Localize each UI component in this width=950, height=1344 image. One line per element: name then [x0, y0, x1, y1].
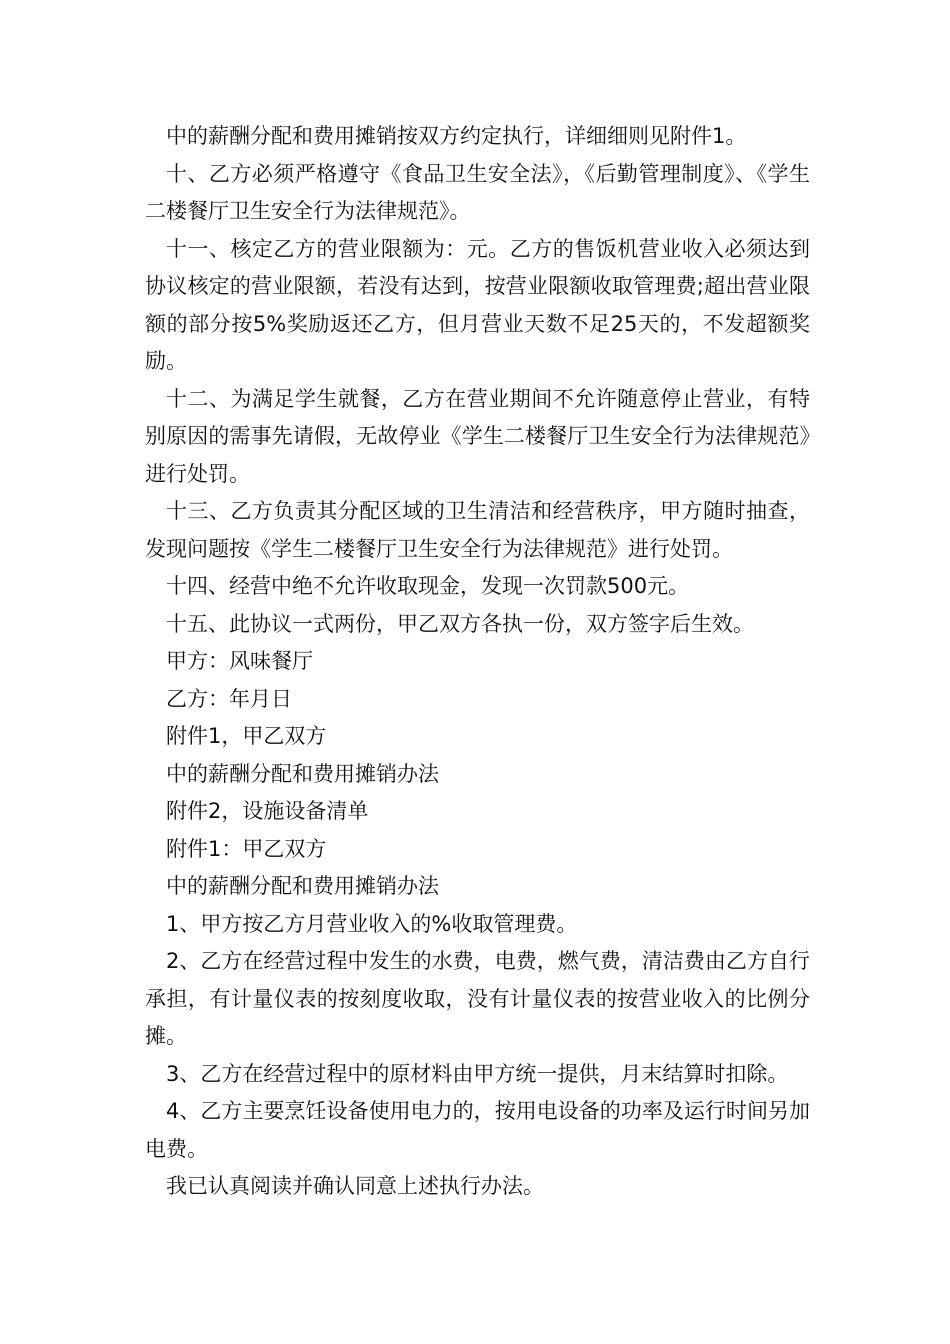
paragraph-clause-10: 十、乙方必须严格遵守《食品卫生安全法》，《后勤管理制度》、《学生二楼餐厅卫生安全行为法律规范》。	[145, 161, 810, 223]
attachment-1-title: 附件1，甲乙双方	[166, 724, 327, 748]
attachment-1-heading-subtitle: 中的薪酬分配和费用摊销办法	[166, 874, 439, 898]
paragraph-clause-12: 十二、为满足学生就餐，乙方在营业期间不允许随意停止营业，有特别原因的需事先请假，无故停业《学生二楼餐厅卫生安全行为法律规范》进行处罚。	[145, 386, 810, 486]
paragraph-clause-13: 十三、乙方负责其分配区域的卫生清洁和经营秩序，甲方随时抽查，发现问题按《学生二楼餐厅卫生安全行为法律规范》进行处罚。	[145, 499, 810, 561]
paragraph-salary-distribution: 中的薪酬分配和费用摊销按双方约定执行，详细细则见附件1。	[166, 124, 747, 148]
attachment-1-heading: 附件1：甲乙双方	[166, 836, 327, 861]
party-b-line: 乙方：年月日	[166, 686, 292, 711]
paragraph-clause-14: 十四、经营中绝不允许收取现金，发现一次罚款500元。	[166, 574, 690, 598]
attachment-2-title: 附件2，设施设备清单	[166, 799, 369, 823]
paragraph-clause-15: 十五、此协议一式两份，甲乙双方各执一份，双方签字后生效。	[166, 611, 754, 636]
confirmation-line: 我已认真阅读并确认同意上述执行办法。	[166, 1174, 544, 1198]
measure-2: 2、乙方在经营过程中发生的水费，电费，燃气费，清洁费由乙方自行承担，有计量仪表的按刻度收取，没有计量仪表的按营业收入的比例分摊。	[145, 949, 810, 1048]
attachment-1-subtitle: 中的薪酬分配和费用摊销办法	[166, 761, 439, 786]
party-a-line: 甲方：风味餐厅	[166, 649, 313, 673]
measure-4: 4、乙方主要烹饪设备使用电力的，按用电设备的功率及运行时间另加电费。	[145, 1099, 810, 1161]
measure-1: 1、甲方按乙方月营业收入的%收取管理费。	[166, 911, 578, 936]
measure-3: 3、乙方在经营过程中的原材料由甲方统一提供，月末结算时扣除。	[166, 1061, 789, 1086]
paragraph-clause-11: 十一、核定乙方的营业限额为：元。乙方的售饭机营业收入必须达到协议核定的营业限额，若没有达到，按营业限额收取管理费;超出营业限额的部分按5%奖励返还乙方，但月营业天数不足25天的，不发超额奖励。	[145, 236, 810, 373]
document-body	[145, 118, 810, 1206]
